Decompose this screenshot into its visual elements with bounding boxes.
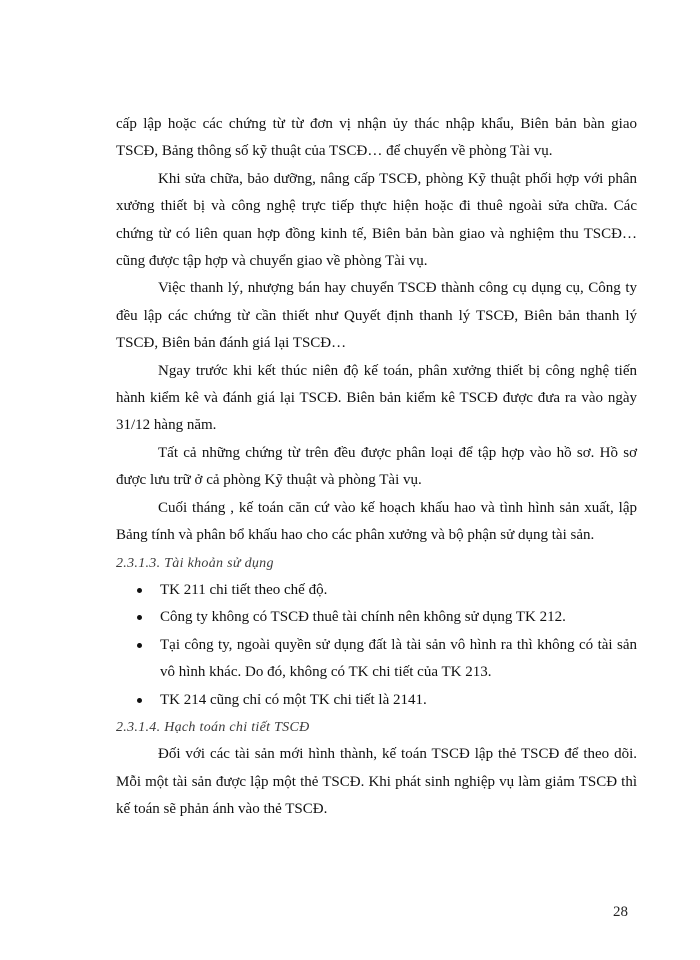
paragraph-depreciation: Cuối tháng , kế toán căn cứ vào kế hoạch khấu hao và tình hình sản xuất, lập Bảng tính và phân bổ khấu hao cho các phân xưởng và bộ phận sử dụng tài sản. [116, 499, 637, 544]
paragraph-inventory: Ngay trước khi kết thúc niên độ kế toán, phân xưởng thiết bị công nghệ tiến hành kiểm kê và đánh giá lại TSCĐ. Biên bản kiểm kê TSCĐ được đưa ra vào ngày 31/12 hàng năm. [116, 362, 637, 434]
section-heading-detail-accounting: 2.3.1.4. Hạch toán chi tiết TSCĐ [116, 719, 310, 735]
paragraph-continuation: cấp lập hoặc các chứng từ từ đơn vị nhận ủy thác nhập khẩu, Biên bản bàn giao TSCĐ, Bảng thông số kỹ thuật của TSCĐ… để chuyển về phòng Tài vụ. [116, 116, 637, 160]
list-item-text: TK 214 cũng chỉ có một TK chi tiết là 2141. [160, 691, 427, 708]
list-item [116, 632, 637, 687]
list-item-text: Tại công ty, ngoài quyền sử dụng đất là tài sản vô hình ra thì không có tài sản vô hình khác. Do đó, không có TK chi tiết của TK 213. [160, 636, 637, 681]
list-item-text: TK 211 chi tiết theo chế độ. [160, 581, 328, 598]
bullet-icon [137, 643, 142, 648]
bullet-icon [137, 588, 142, 593]
paragraph-liquidation: Việc thanh lý, nhượng bán hay chuyển TSCĐ thành công cụ dụng cụ, Công ty đều lập các chứng từ cần thiết như Quyết định thanh lý TSCĐ, Biên bản thanh lý TSCĐ, Biên bản đánh giá lại TSCĐ… [116, 280, 637, 352]
page-number: 28 [613, 904, 628, 920]
list-item-text: Công ty không có TSCĐ thuê tài chính nên không sử dụng TK 212. [160, 609, 566, 626]
section-heading-accounts: 2.3.1.3. Tài khoản sử dụng [116, 555, 274, 571]
paragraph-asset-cards: Đối với các tài sản mới hình thành, kế toán TSCĐ lập thẻ TSCĐ để theo dõi. Mỗi một tài sản được lập một thẻ TSCĐ. Khi phát sinh nghiệp vụ làm giảm TSCĐ thì kế toán sẽ phản ánh vào thẻ TSCĐ. [116, 746, 637, 818]
page-body [116, 111, 637, 824]
paragraph-filing: Tất cả những chứng từ trên đều được phân loại để tập hợp vào hồ sơ. Hồ sơ được lưu trữ ở cả phòng Kỹ thuật và phòng Tài vụ. [116, 444, 637, 489]
paragraph-repair: Khi sửa chữa, bảo dưỡng, nâng cấp TSCĐ, phòng Kỹ thuật phối hợp với phân xưởng thiết bị và công nghệ trực tiếp thực hiện hoặc đi thuê ngoài sửa chữa. Các chứng từ có liên quan hợp đồng kinh tế, Biên bản bàn giao và nghiệm thu TSCĐ… cũng được tập hợp và chuyển giao về phòng Tài vụ. [116, 170, 637, 270]
accounts-bullet-list [116, 577, 637, 714]
list-item [116, 687, 637, 714]
list-item [116, 604, 637, 631]
list-item [116, 577, 637, 604]
bullet-icon [137, 698, 142, 703]
bullet-icon [137, 615, 142, 620]
